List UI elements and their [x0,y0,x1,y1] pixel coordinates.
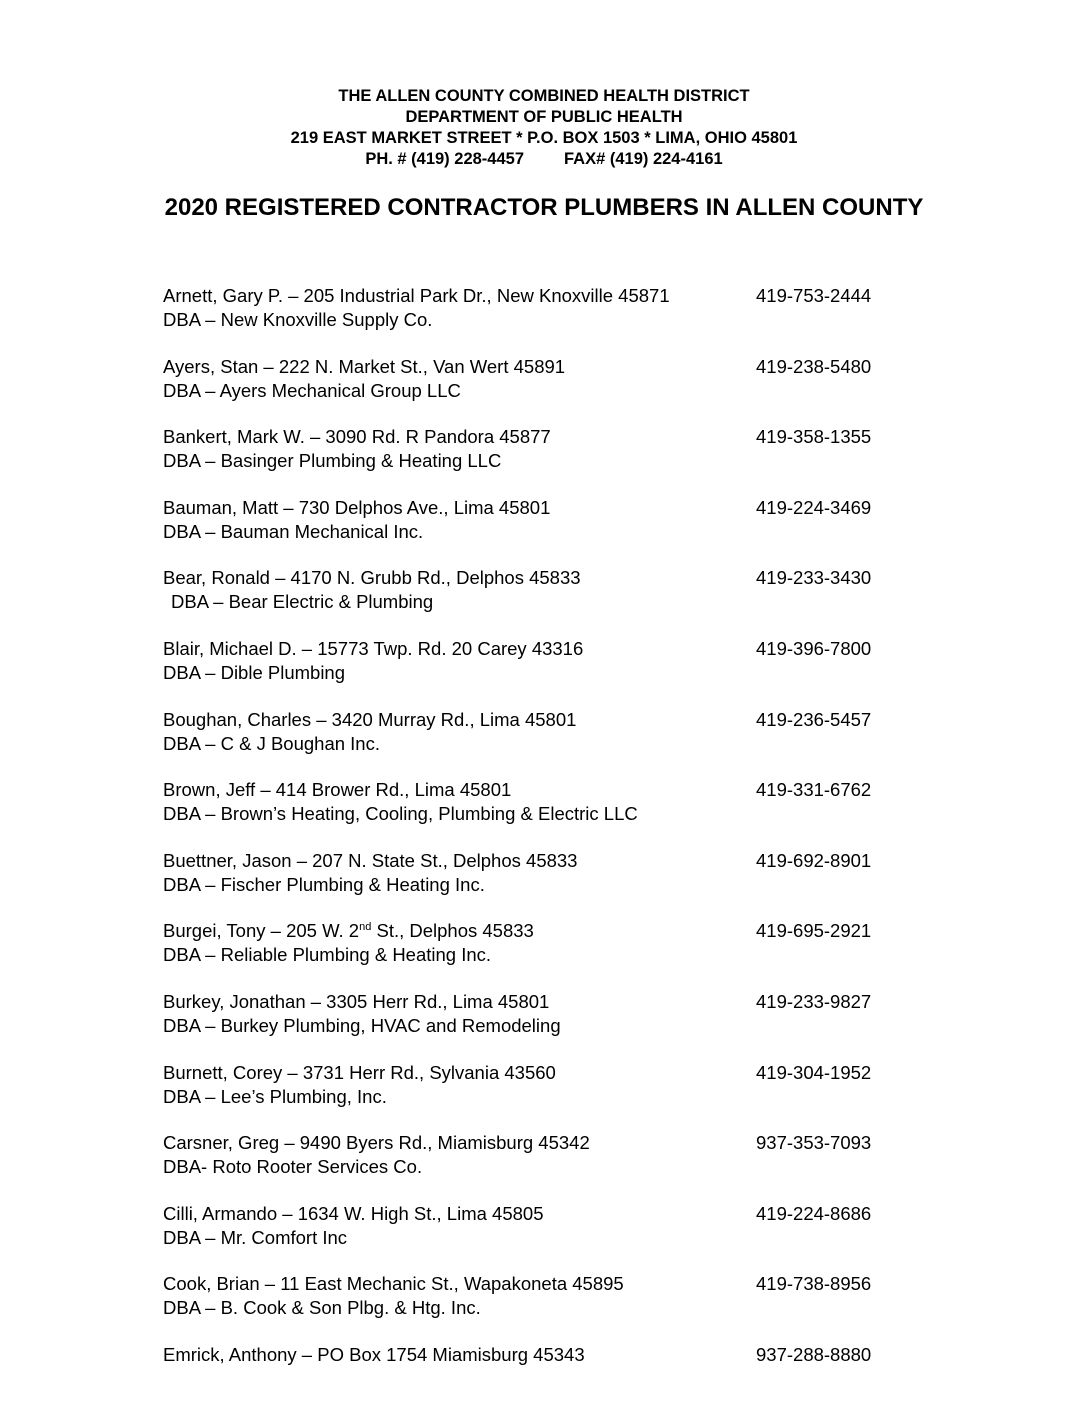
list-item [163,1272,923,1343]
list-item [163,637,923,708]
list-item [163,708,923,779]
contractor-name-address: Blair, Michael D. – 15773 Twp. Rd. 20 Carey 43316 [163,637,584,659]
contractor-dba: DBA – B. Cook & Son Plbg. & Htg. Inc. [163,1297,481,1319]
contractor-dba: DBA – New Knoxville Supply Co. [163,309,433,330]
contractor-dba: DBA – Dible Plumbing [163,661,346,683]
contractor-phone: 419-692-8901 [756,849,872,871]
contractor-name-address: Carsner, Greg – 9490 Byers Rd., Miamisburg 45342 [163,1132,590,1154]
contractor-name-address: Bankert, Mark W. – 3090 Rd. R Pandora 45877 [163,426,551,448]
list-item [163,1202,923,1273]
contractor-phone: 419-238-5480 [756,355,872,377]
contractor-phone: 419-236-5457 [756,708,872,730]
contact-line [0,149,1088,170]
organization-name: THE ALLEN COUNTY COMBINED HEALTH DISTRICT [338,87,750,105]
contractor-phone: 937-353-7093 [756,1132,872,1154]
phone-number: PH. # (419) 228-4457 [365,150,524,168]
contractor-dba: DBA – Burkey Plumbing, HVAC and Remodeling [163,1014,561,1036]
contractor-phone: 937-288-8880 [756,1343,872,1365]
contractor-phone: 419-224-8686 [756,1202,872,1224]
contractor-name-address: Cook, Brian – 11 East Mechanic St., Wapakoneta 45895 [163,1273,624,1295]
address: 219 EAST MARKET STREET * P.O. BOX 1503 * LIMA, OHIO 45801 [290,129,798,147]
name-address-start: Burgei, Tony – 205 W. 2 [163,920,360,942]
contractor-name-address: Boughan, Charles – 3420 Murray Rd., Lima 45801 [163,708,577,730]
list-item [163,496,923,567]
contractor-dba: DBA – Ayers Mechanical Group LLC [163,379,461,401]
list-item [163,849,923,920]
contractor-phone: 419-331-6762 [756,779,872,801]
contractor-dba: DBA – Basinger Plumbing & Heating LLC [163,450,502,472]
list-item [163,1131,923,1202]
contractor-name-address: Brown, Jeff – 414 Brower Rd., Lima 45801 [163,779,512,801]
contractor-dba: DBA – Mr. Comfort Inc [163,1226,348,1248]
document-title: 2020 REGISTERED CONTRACTOR PLUMBERS IN ALLEN COUNTY [164,194,924,221]
contractor-dba: DBA – C & J Boughan Inc. [163,732,380,754]
list-item [163,990,923,1061]
contractor-dba: DBA – Bauman Mechanical Inc. [163,520,424,542]
contractor-name-address: Burkey, Jonathan – 3305 Herr Rd., Lima 45801 [163,990,550,1012]
contractor-name-address: Bear, Ronald – 4170 N. Grubb Rd., Delphos 45833 [163,567,581,589]
contractor-dba: DBA – Fischer Plumbing & Heating Inc. [163,873,485,895]
contractor-name-address: Arnett, Gary P. – 205 Industrial Park Dr., New Knoxville 45871 [163,285,670,306]
contractor-name-address: Ayers, Stan – 222 N. Market St., Van Wert 45891 [163,355,566,377]
contractor-name-address: Bauman, Matt – 730 Delphos Ave., Lima 45801 [163,496,551,518]
contractor-name-address: Emrick, Anthony – PO Box 1754 Miamisburg 45343 [163,1343,585,1365]
contractor-dba: DBA – Reliable Plumbing & Heating Inc. [163,944,492,966]
plumber-list [163,284,923,1414]
contractor-name-address: Burnett, Corey – 3731 Herr Rd., Sylvania 43560 [163,1061,556,1083]
contractor-phone: 419-396-7800 [756,637,872,659]
name-address-end: St., Delphos 45833 [371,920,534,942]
list-item [163,284,923,355]
contractor-phone: 419-233-3430 [756,567,872,589]
list-item [163,1343,923,1414]
contractor-name-address [163,919,534,943]
contractor-phone: 419-304-1952 [756,1061,872,1083]
contractor-dba: DBA – Brown’s Heating, Cooling, Plumbing & Electric LLC [163,803,638,825]
contractor-phone: 419-233-9827 [756,990,872,1012]
list-item [163,919,923,990]
contractor-dba: DBA- Roto Rooter Services Co. [163,1156,423,1178]
contractor-phone: 419-224-3469 [756,496,872,518]
list-item [163,425,923,496]
contractor-phone: 419-738-8956 [756,1273,872,1295]
contractor-phone: 419-695-2921 [756,920,872,942]
fax-number: FAX# (419) 224-4161 [564,150,723,168]
list-item [163,778,923,849]
contractor-name-address: Cilli, Armando – 1634 W. High St., Lima 45805 [163,1202,544,1224]
letterhead [0,86,1088,170]
list-item [163,566,923,637]
list-item [163,1061,923,1132]
contractor-dba: DBA – Lee’s Plumbing, Inc. [163,1085,387,1107]
list-item [163,355,923,426]
contractor-name-address: Buettner, Jason – 207 N. State St., Delphos 45833 [163,849,578,871]
ordinal-suffix: nd [359,921,372,934]
contractor-dba: DBA – Bear Electric & Plumbing [171,591,434,613]
contractor-phone: 419-753-2444 [756,285,872,306]
contractor-phone: 419-358-1355 [756,426,872,448]
department-name: DEPARTMENT OF PUBLIC HEALTH [405,108,683,126]
